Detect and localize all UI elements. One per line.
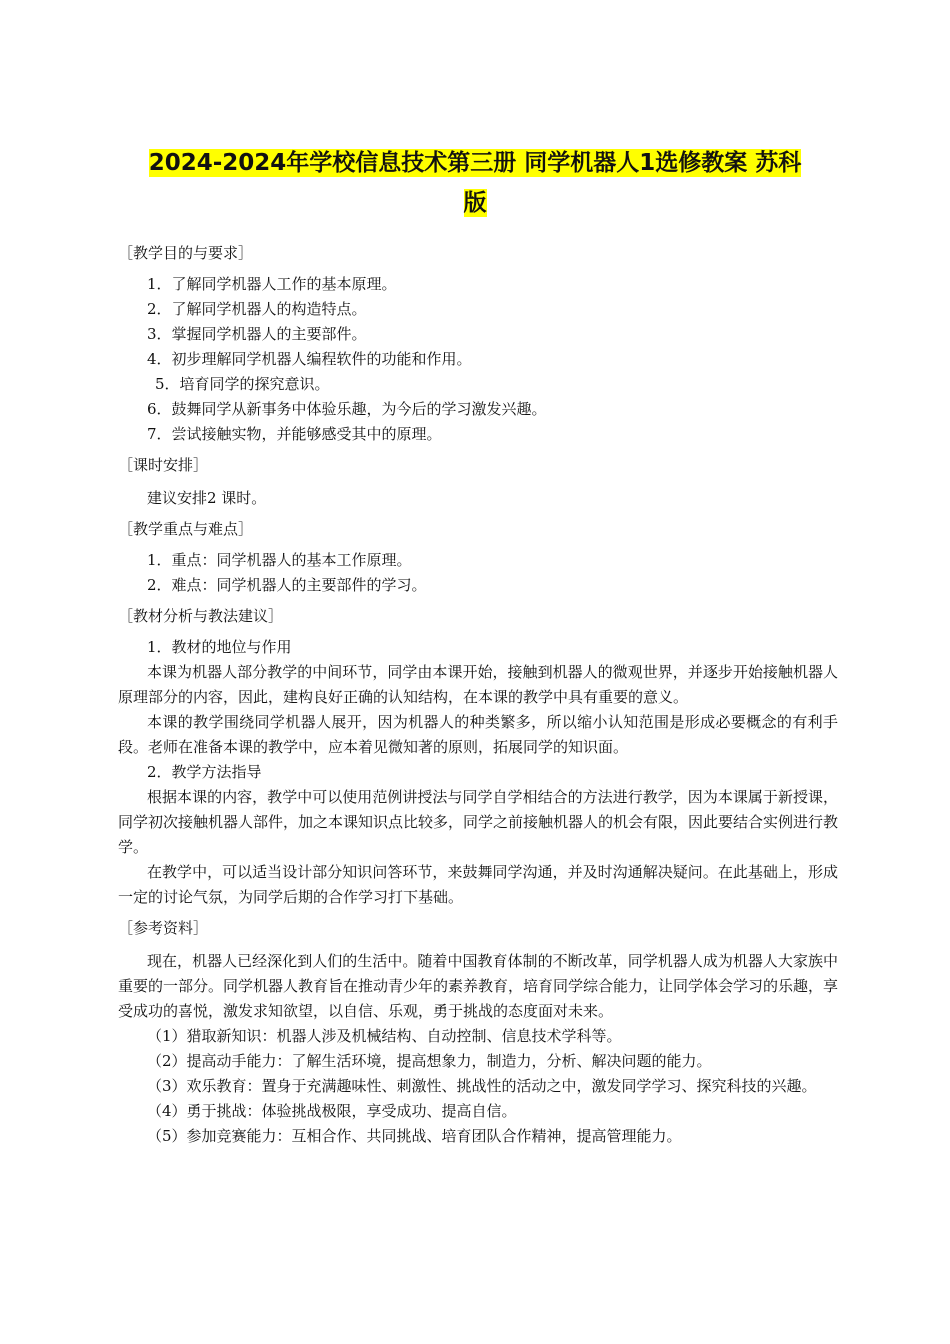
section-analysis: [118, 604, 838, 910]
document-title: [110, 143, 840, 223]
paragraph: 现在，机器人已经深化到人们的生活中。随着中国教育体制的不断改革，同学机器人成为机器人大家族中重要的一部分。同学机器人教育旨在推动青少年的素养教育，培育同学综合能力，让同学体会学习的乐趣，享受成功的喜悦，激发求知欲望，以自信、乐观，勇于挑战的态度面对未来。: [118, 952, 839, 1020]
paragraph: 根据本课的内容，教学中可以使用范例讲授法与同学自学相结合的方法进行教学，因为本课属于新授课，同学初次接触机器人部件，加之本课知识点比较多，同学之前接触机器人的机会有限，因此要结合实例进行教学。: [118, 788, 839, 856]
section-heading: ［教材分析与教法建议］: [118, 607, 284, 625]
subheading: 1．教材的地位与作用: [147, 638, 292, 656]
list-item: 3．掌握同学机器人的主要部件。: [147, 325, 367, 343]
paragraph: 在教学中，可以适当设计部分知识问答环节，来鼓舞同学沟通，并及时沟通解决疑问。在此基础上，形成一定的讨论气氛，为同学后期的合作学习打下基础。: [118, 863, 838, 906]
schedule-text: 建议安排2 课时。: [147, 489, 267, 507]
section-goals: [118, 241, 838, 447]
section-heading: ［教学重点与难点］: [118, 520, 254, 538]
section-focus: [118, 517, 838, 598]
list-item: （3）欢乐教育：置身于充满趣味性、刺激性、挑战性的活动之中，激发同学学习、探究科技的兴趣。: [147, 1077, 817, 1095]
title-line-2: 版: [463, 190, 487, 216]
list-item: 5．培育同学的探究意识。: [155, 375, 330, 393]
list-item: 2．了解同学机器人的构造特点。: [147, 300, 367, 318]
list-item: （1）猎取新知识：机器人涉及机械结构、自动控制、信息技术学科等。: [147, 1027, 622, 1045]
list-item: 2．难点：同学机器人的主要部件的学习。: [147, 576, 427, 594]
list-item: （2）提高动手能力：了解生活环境，提高想象力，制造力，分析、解决问题的能力。: [147, 1052, 712, 1070]
subheading: 2．教学方法指导: [147, 763, 262, 781]
document-body: [118, 241, 838, 1149]
section-schedule: [118, 453, 838, 511]
list-item: 6．鼓舞同学从新事务中体验乐趣，为今后的学习激发兴趣。: [147, 400, 547, 418]
section-reference: [118, 916, 838, 1149]
list-item: 1．了解同学机器人工作的基本原理。: [147, 275, 397, 293]
list-item: 4．初步理解同学机器人编程软件的功能和作用。: [147, 350, 472, 368]
list-item: （5）参加竞赛能力：互相合作、共同挑战、培育团队合作精神，提高管理能力。: [147, 1127, 682, 1145]
paragraph: 本课的教学围绕同学机器人展开，因为机器人的种类繁多，所以缩小认知范围是形成必要概念的有利手段。老师在准备本课的教学中，应本着见微知著的原则，拓展同学的知识面。: [118, 713, 838, 756]
title-line-1: 2024-2024年学校信息技术第三册 同学机器人1选修教案 苏科: [148, 150, 802, 176]
list-item: 7．尝试接触实物，并能够感受其中的原理。: [147, 425, 442, 443]
section-heading: ［教学目的与要求］: [118, 244, 254, 262]
paragraph: 本课为机器人部分教学的中间环节，同学由本课开始，接触到机器人的微观世界，并逐步开始接触机器人原理部分的内容，因此，建构良好正确的认知结构，在本课的教学中具有重要的意义。: [118, 663, 838, 706]
section-heading: ［课时安排］: [118, 456, 209, 474]
list-item: 1．重点：同学机器人的基本工作原理。: [147, 551, 412, 569]
section-heading: ［参考资料］: [118, 919, 209, 937]
list-item: （4）勇于挑战：体验挑战极限，享受成功、提高自信。: [147, 1102, 517, 1120]
